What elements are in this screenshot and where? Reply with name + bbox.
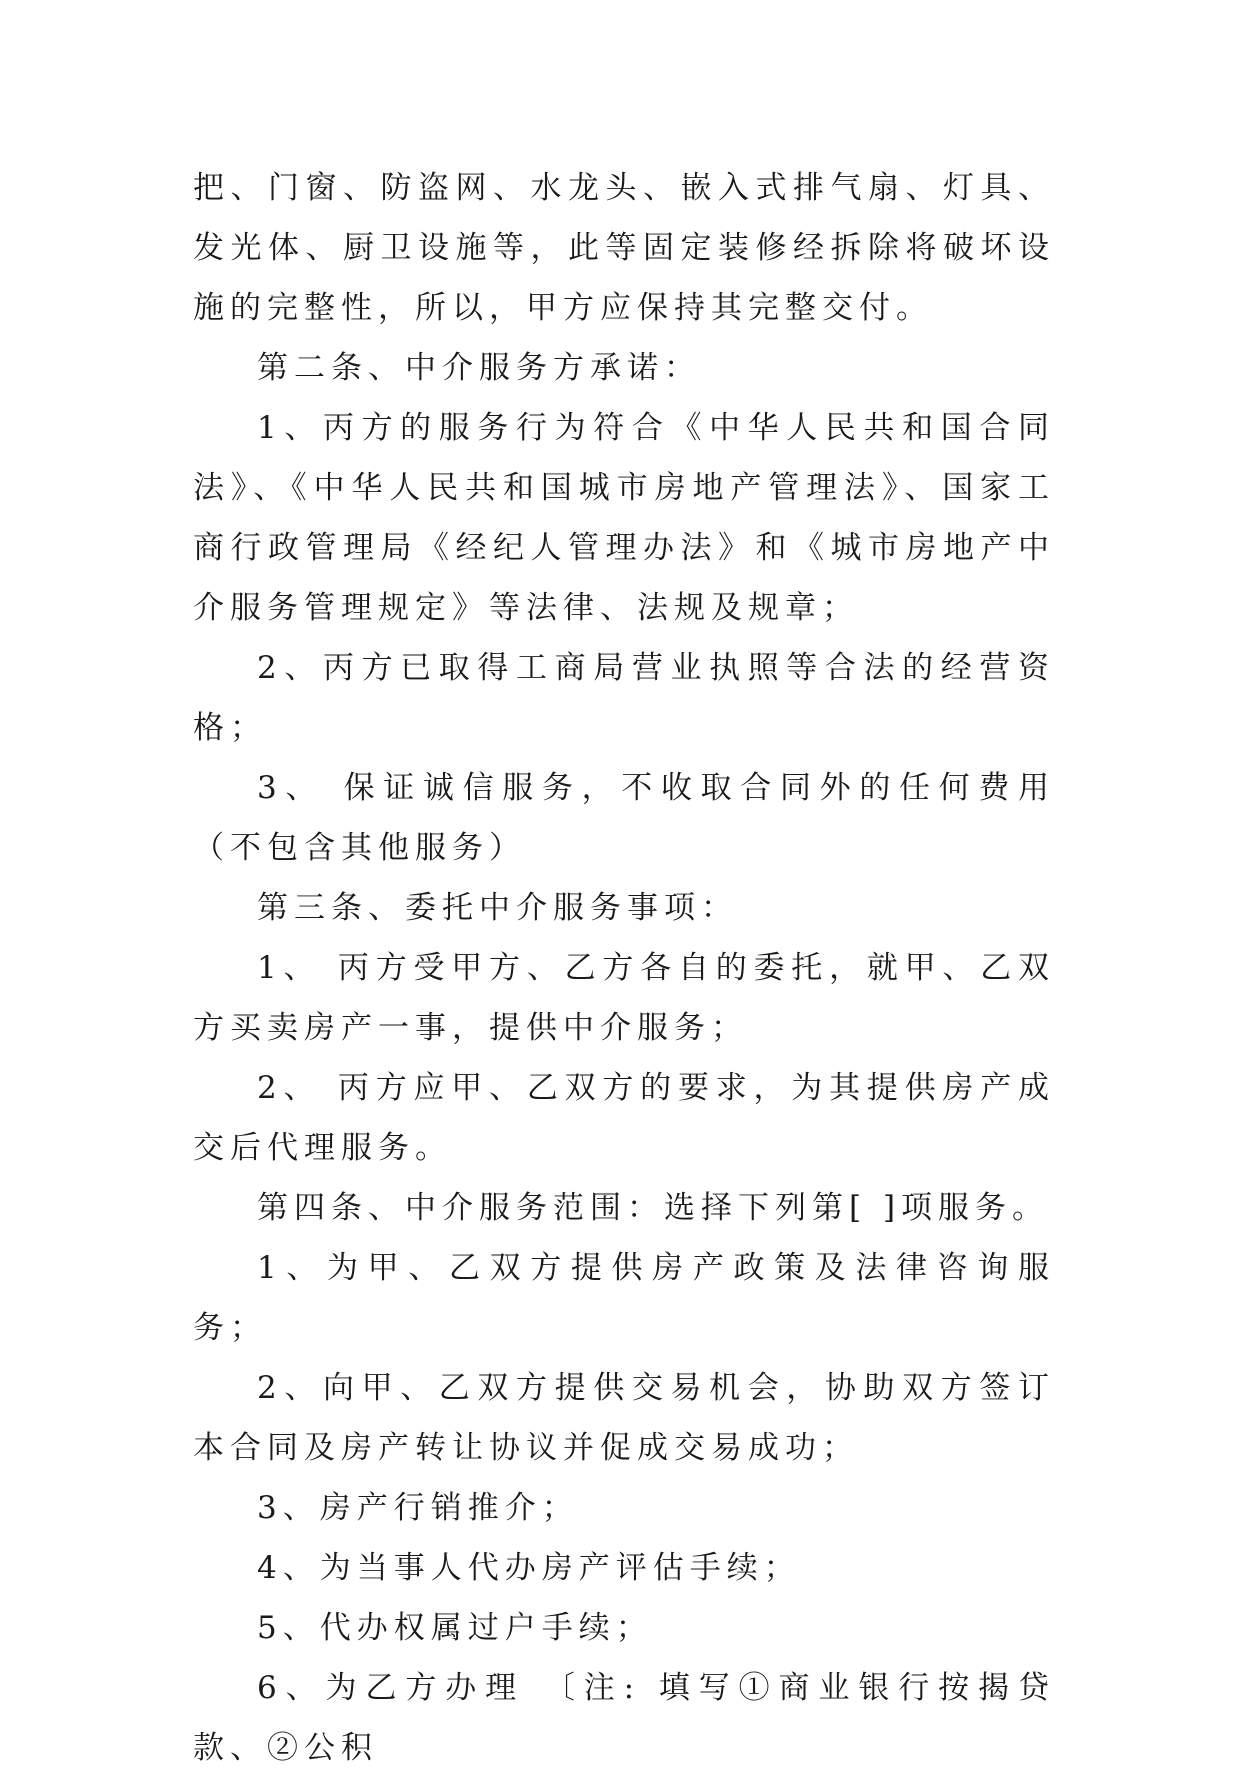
- article-4-item-1: 1、为甲、乙双方提供房产政策及法律咨询服务；: [193, 1250, 1055, 1346]
- paragraph-fixtures-continuation: 把、门窗、防盗网、水龙头、嵌入式排气扇、灯具、发光体、厨卫设施等，此等固定装修经拆除将破坏设施的完整性，所以，甲方应保持其完整交付。: [193, 170, 1055, 326]
- article-2-item-3: 3、 保证诚信服务，不收取合同外的任何费用（不包含其他服务）: [193, 770, 1055, 866]
- heading-article-2: 第二条、中介服务方承诺：: [257, 350, 701, 386]
- article-4-item-5: 5、代办权属过户手续；: [257, 1610, 653, 1646]
- article-2-item-1: 1、丙方的服务行为符合《中华人民共和国合同法》、《中华人民共和国城市房地产管理法》、国家工商行政管理局《经纪人管理办法》和《城市房地产中介服务管理规定》等法律、法规及规章；: [193, 410, 1055, 626]
- article-4-item-4: 4、为当事人代办房产评估手续；: [257, 1550, 801, 1586]
- article-3-item-2: 2、 丙方应甲、乙双方的要求，为其提供房产成交后代理服务。: [193, 1070, 1055, 1166]
- article-4-item-6: 6、为乙方办理 〔注: 填写①商业银行按揭贷款、②公积: [193, 1670, 1055, 1766]
- heading-article-4: 第四条、中介服务范围：选择下列第[ ]项服务。: [257, 1190, 1050, 1226]
- article-3-item-1: 1、 丙方受甲方、乙方各自的委托，就甲、乙双方买卖房产一事，提供中介服务；: [193, 950, 1055, 1046]
- article-4-item-2: 2、向甲、乙双方提供交易机会，协助双方签订本合同及房产转让协议并促成交易成功；: [193, 1370, 1055, 1466]
- heading-article-3: 第三条、委托中介服务事项：: [257, 890, 738, 926]
- document-body: [193, 158, 1055, 1778]
- article-4-item-3: 3、房产行销推介；: [257, 1490, 579, 1526]
- article-2-item-2: 2、丙方已取得工商局营业执照等合法的经营资格；: [193, 650, 1055, 746]
